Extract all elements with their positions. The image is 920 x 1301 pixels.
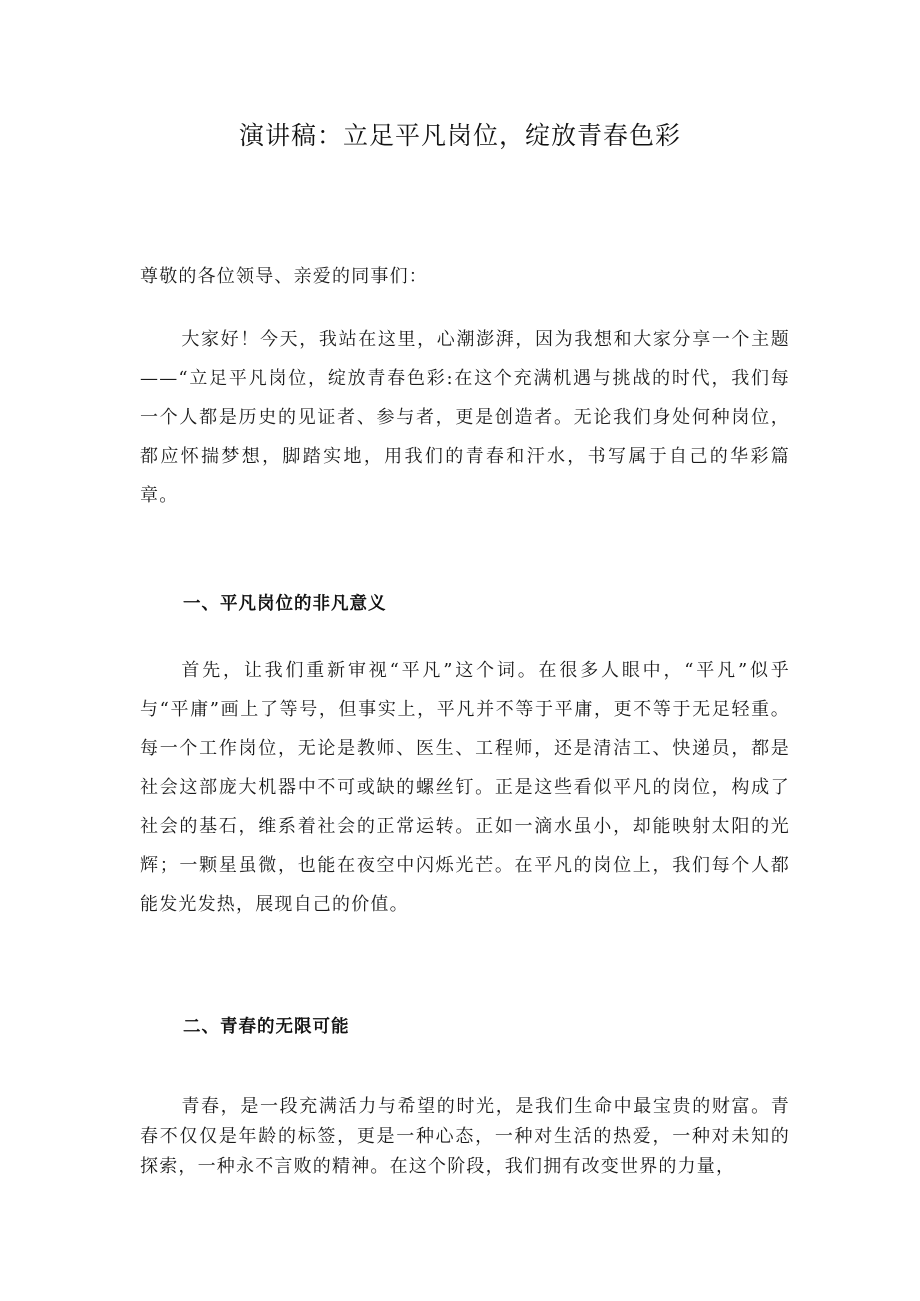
paragraph-section-2: 青春，是一段充满活力与希望的时光，是我们生命中最宝贵的财富。青春不仅仅是年龄的标签，更是一种心态，一种对生活的热爱，一种对未知的探索，一种永不言败的精神。在这个阶段，我们拥有改变世界的力量， bbox=[140, 1096, 790, 1177]
document-title: 演讲稿：立足平凡岗位，绽放青春色彩 bbox=[238, 121, 681, 150]
paragraph-introduction: 大家好！今天，我站在这里，心潮澎湃，因为我想和大家分享一个主题——“立足平凡岗位，绽放青春色彩:在这个充满机遇与挑战的时代，我们每一个人都是历史的见证者、参与者，更是创造者。无论我们身处何种岗位，都应怀揣梦想，脚踏实地，用我们的青春和汗水，书写属于自己的华彩篇章。 bbox=[140, 329, 790, 506]
paragraph-section-1: 首先，让我们重新审视“平凡”这个词。在很多人眼中，“平凡”似乎与“平庸”画上了等号，但事实上，平凡并不等于平庸，更不等于无足轻重。每一个工作岗位，无论是教师、医生、工程师，还是清洁工、快递员，都是社会这部庞大机器中不可或缺的螺丝钉。正是这些看似平凡的岗位，构成了社会的基石，维系着社会的正常运转。正如一滴水虽小，却能映射太阳的光辉；一颗星虽微，也能在夜空中闪烁光芒。在平凡的岗位上，我们每个人都能发光发热，展现自己的价值。 bbox=[140, 660, 790, 915]
section-heading-2: 二、青春的无限可能 bbox=[183, 1017, 350, 1037]
section-heading-1: 一、平凡岗位的非凡意义 bbox=[183, 594, 387, 614]
salutation: 尊敬的各位领导、亲爱的同事们： bbox=[140, 266, 428, 287]
